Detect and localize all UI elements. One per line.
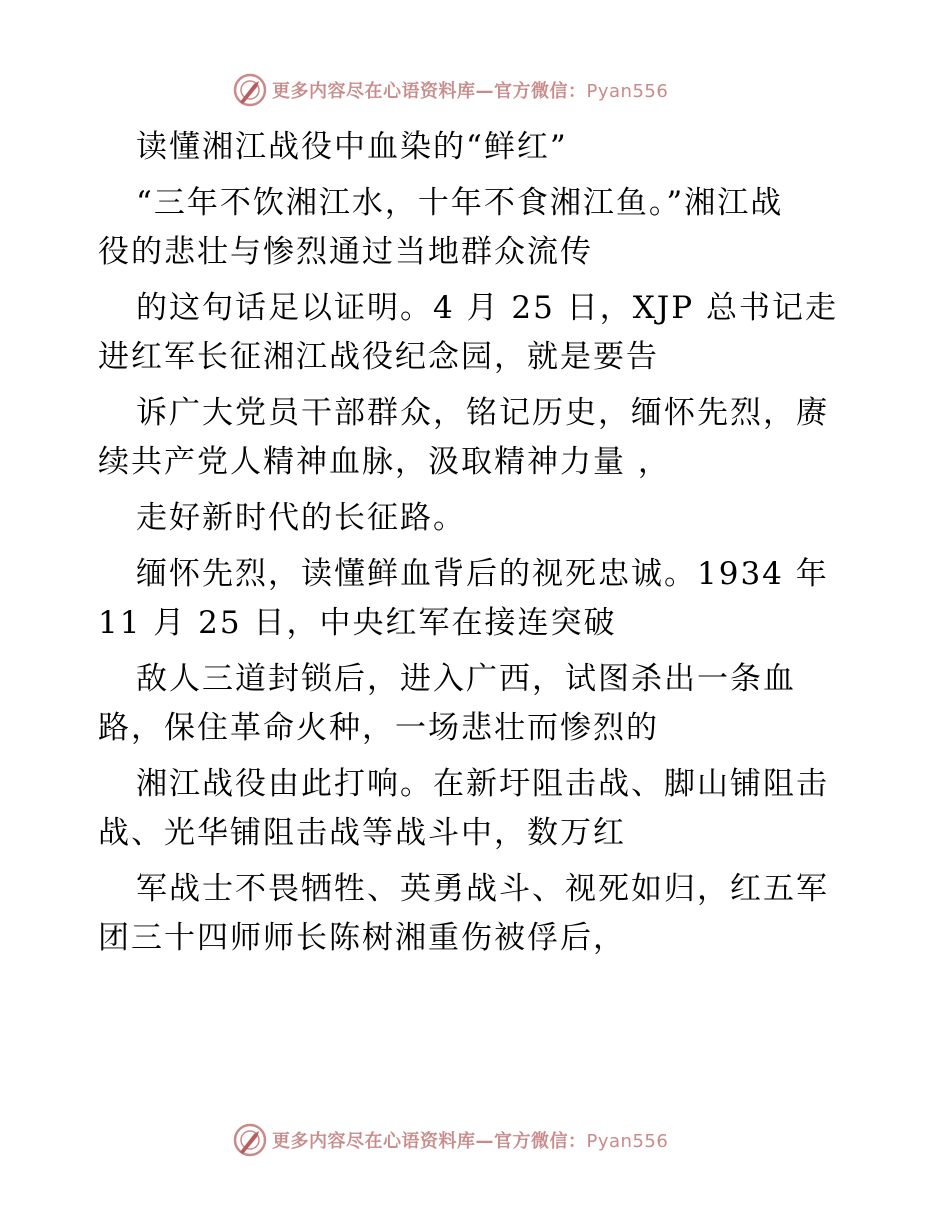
text-line: 战、光华铺阻击战等战斗中，数万红 xyxy=(98,815,626,851)
watermark-text: 更多内容尽在心语资料库—官方微信：Pyan556 xyxy=(272,1131,669,1152)
text-line: 敌人三道封锁后，进入广西，试图杀出一条血 xyxy=(136,661,796,697)
header-watermark xyxy=(232,70,668,110)
text-line: 11 月 25 日，中央红军在接连突破 xyxy=(98,605,617,641)
pen-logo-icon xyxy=(232,72,268,108)
text-line: 缅怀先烈，读懂鲜血背后的视死忠诚。1934 年 xyxy=(136,556,829,592)
text-line: 湘江战役由此打响。在新圩阻击战、脚山铺阻击 xyxy=(136,766,829,802)
text-line: 诉广大党员干部群众，铭记历史，缅怀先烈，赓 xyxy=(136,395,829,431)
text-line: 团三十四师师长陈树湘重伤被俘后， xyxy=(98,920,626,956)
text-line: 的这句话足以证明。4 月 25 日，XJP 总书记走 xyxy=(136,290,838,326)
text-line: 役的悲壮与惨烈通过当地群众流传 xyxy=(98,234,593,270)
footer-watermark xyxy=(232,1120,668,1160)
document-body xyxy=(98,123,858,963)
watermark-text: 更多内容尽在心语资料库—官方微信：Pyan556 xyxy=(272,81,669,102)
text-line: 续共产党人精神血脉，汲取精神力量 ， xyxy=(98,444,671,480)
text-line: “三年不饮湘江水，十年不食湘江鱼。”湘江战 xyxy=(136,185,784,221)
text-line: 路，保住革命火种，一场悲壮而惨烈的 xyxy=(98,710,659,746)
text-line: 军战士不畏牺牲、英勇战斗、视死如归，红五军 xyxy=(136,871,829,907)
pen-logo-icon xyxy=(232,1122,268,1158)
text-line: 读懂湘江战役中血染的“鲜红” xyxy=(136,129,568,165)
text-line: 走好新时代的长征路。 xyxy=(136,500,466,536)
text-line: 进红军长征湘江战役纪念园，就是要告 xyxy=(98,339,659,375)
